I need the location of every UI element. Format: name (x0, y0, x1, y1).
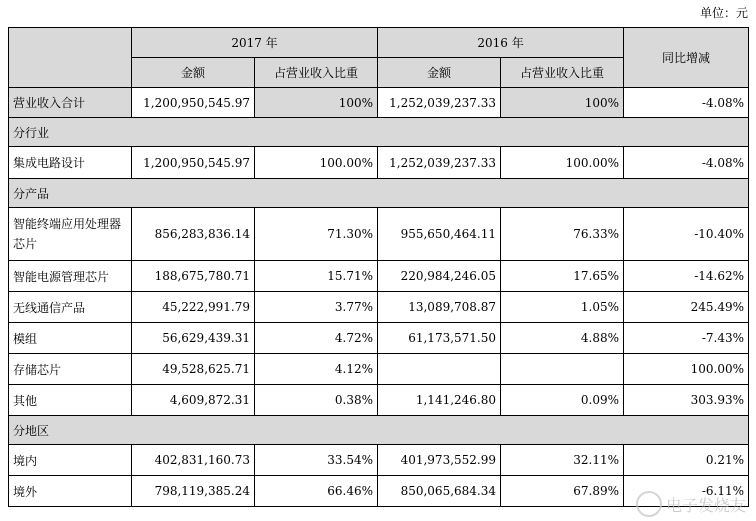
header-ratio-2016: 占营业收入比重 (501, 58, 624, 88)
ratio-2017: 66.46% (255, 476, 378, 507)
amount-2017: 798,119,385.24 (132, 476, 255, 507)
amount-2016: 13,089,708.87 (378, 292, 501, 323)
row-label: 存储芯片 (9, 354, 132, 385)
change: -4.08% (624, 147, 749, 179)
change: 303.93% (624, 385, 749, 416)
amount-2017: 402,831,160.73 (132, 445, 255, 476)
row-label: 智能电源管理芯片 (9, 261, 132, 292)
header-ratio-2017: 占营业收入比重 (255, 58, 378, 88)
ratio-2016: 67.89% (501, 476, 624, 507)
amount-2017: 1,200,950,545.97 (132, 88, 255, 118)
ratio-2017: 100% (255, 88, 378, 118)
row-label: 集成电路设计 (9, 147, 132, 179)
amount-2016: 61,173,571.50 (378, 323, 501, 354)
change: 100.00% (624, 354, 749, 385)
ratio-2016: 1.05% (501, 292, 624, 323)
table-row (9, 208, 749, 261)
table-row (9, 354, 749, 385)
amount-2017: 45,222,991.79 (132, 292, 255, 323)
header-row-years (9, 28, 749, 58)
amount-2016: 1,252,039,237.33 (378, 88, 501, 118)
table-row (9, 261, 749, 292)
ratio-2017: 4.72% (255, 323, 378, 354)
table-row (9, 445, 749, 476)
ratio-2016: 17.65% (501, 261, 624, 292)
row-label: 无线通信产品 (9, 292, 132, 323)
ratio-2016: 4.88% (501, 323, 624, 354)
ratio-2017: 33.54% (255, 445, 378, 476)
ratio-2016: 32.11% (501, 445, 624, 476)
watermark-circle-icon (636, 491, 662, 517)
group-label: 分地区 (9, 416, 749, 445)
watermark-text: 电子发烧友 (665, 495, 746, 515)
ratio-2016: 0.09% (501, 385, 624, 416)
ratio-2016: 100.00% (501, 147, 624, 179)
change: 245.49% (624, 292, 749, 323)
row-label: 营业收入合计 (9, 88, 132, 118)
header-blank (9, 28, 132, 88)
group-row-industry (9, 118, 749, 147)
table-row (9, 292, 749, 323)
group-row-region (9, 416, 749, 445)
ratio-2017: 0.38% (255, 385, 378, 416)
amount-2016: 401,973,552.99 (378, 445, 501, 476)
group-row-product (9, 179, 749, 208)
row-label: 智能终端应用处理器芯片 (9, 208, 132, 261)
table-row (9, 385, 749, 416)
watermark-logo (636, 491, 746, 517)
row-label: 模组 (9, 323, 132, 354)
amount-2017: 856,283,836.14 (132, 208, 255, 261)
amount-2017: 4,609,872.31 (132, 385, 255, 416)
header-amount-2017: 金额 (132, 58, 255, 88)
table-row (9, 147, 749, 179)
table-row-total (9, 88, 749, 118)
change: -10.40% (624, 208, 749, 261)
amount-2016: 850,065,684.34 (378, 476, 501, 507)
amount-2016: 220,984,246.05 (378, 261, 501, 292)
amount-2017: 49,528,625.71 (132, 354, 255, 385)
header-2016: 2016 年 (378, 28, 624, 58)
ratio-2017: 100.00% (255, 147, 378, 179)
amount-2016: 955,650,464.11 (378, 208, 501, 261)
header-change: 同比增减 (624, 28, 749, 88)
row-label: 境外 (9, 476, 132, 507)
amount-2016: 1,252,039,237.33 (378, 147, 501, 179)
row-label: 境内 (9, 445, 132, 476)
amount-2016: 1,141,246.80 (378, 385, 501, 416)
change: -6.11% (624, 476, 749, 507)
amount-2017: 1,200,950,545.97 (132, 147, 255, 179)
table-row (9, 323, 749, 354)
ratio-2017: 15.71% (255, 261, 378, 292)
row-label: 其他 (9, 385, 132, 416)
ratio-2017: 71.30% (255, 208, 378, 261)
ratio-2016: 100% (501, 88, 624, 118)
change: -7.43% (624, 323, 749, 354)
group-label: 分产品 (9, 179, 749, 208)
header-amount-2016: 金额 (378, 58, 501, 88)
ratio-2017: 4.12% (255, 354, 378, 385)
unit-label: 单位：元 (699, 6, 748, 20)
amount-2017: 56,629,439.31 (132, 323, 255, 354)
group-label: 分行业 (9, 118, 749, 147)
change: -4.08% (624, 88, 749, 118)
change: 0.21% (624, 445, 749, 476)
header-2017: 2017 年 (132, 28, 378, 58)
amount-2016 (378, 354, 501, 385)
ratio-2016: 76.33% (501, 208, 624, 261)
ratio-2017: 3.77% (255, 292, 378, 323)
ratio-2016 (501, 354, 624, 385)
change: -14.62% (624, 261, 749, 292)
amount-2017: 188,675,780.71 (132, 261, 255, 292)
revenue-table (8, 27, 749, 507)
